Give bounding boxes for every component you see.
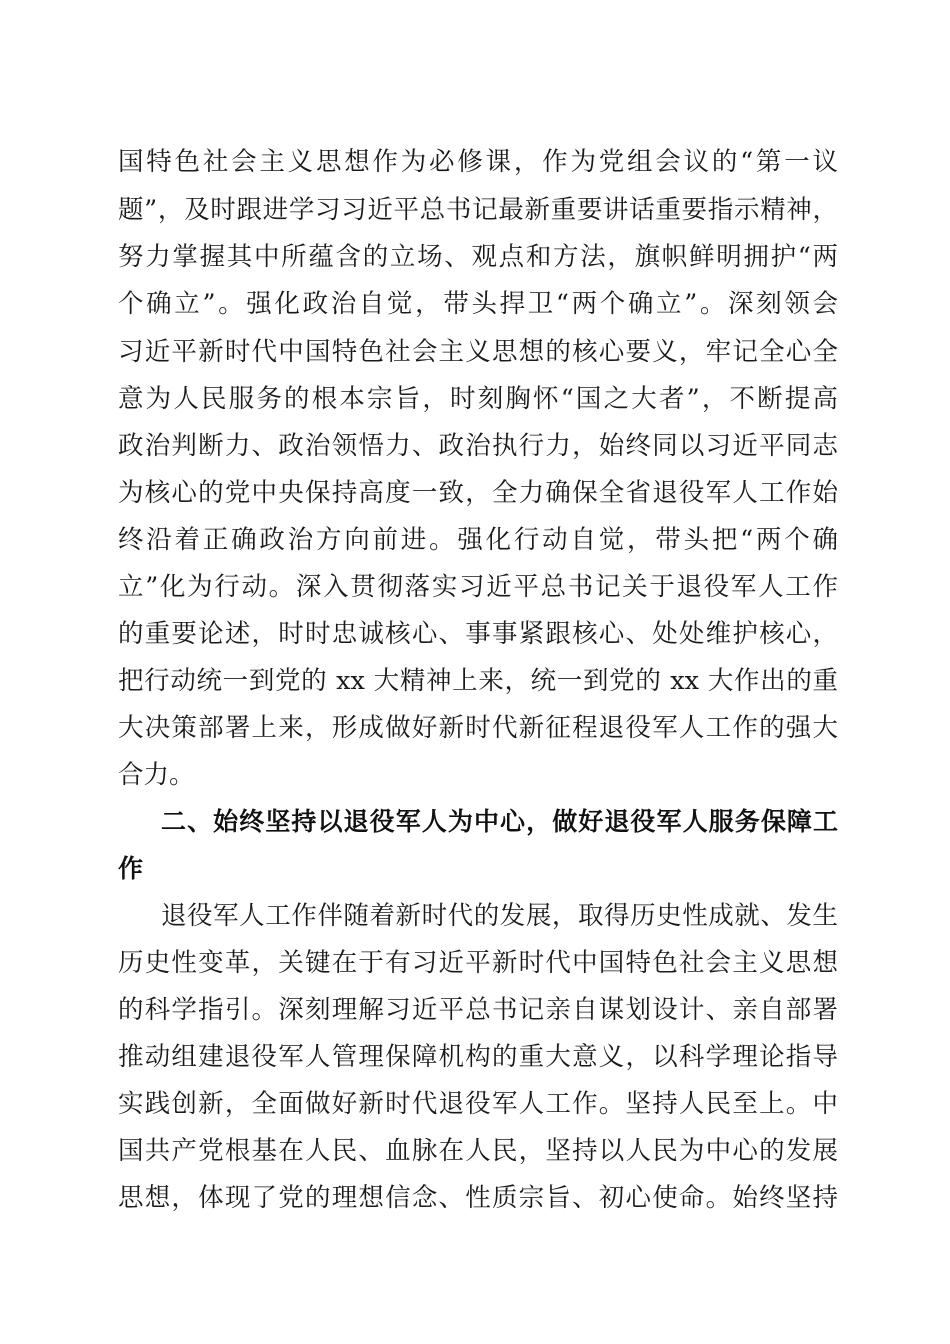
paragraph-line: 实践创新，全面做好新时代退役军人工作。坚持人民至上。中 xyxy=(118,1089,838,1119)
paragraph-line: 的科学指引。深刻理解习近平总书记亲自谋划设计、亲自部署 xyxy=(118,995,838,1025)
body-text-line: 合力。 xyxy=(118,760,195,790)
body-text-line: 为核心的党中央保持高度一致，全力确保全省退役军人工作始 xyxy=(118,478,838,508)
body-text-line: 把行动统一到党的 xx 大精神上来，统一到党的 xx 大作出的重 xyxy=(118,666,838,696)
body-text-line: 习近平新时代中国特色社会主义思想的核心要义，牢记全心全 xyxy=(118,337,838,367)
body-text-line: 终沿着正确政治方向前进。强化行动自觉，带头把“两个确 xyxy=(118,525,838,555)
body-text-line: 大决策部署上来，形成做好新时代新征程退役军人工作的强大 xyxy=(118,713,838,743)
body-text-line: 努力掌握其中所蕴含的立场、观点和方法，旗帜鲜明拥护“两 xyxy=(118,242,838,272)
body-text-line: 立”化为行动。深入贯彻落实习近平总书记关于退役军人工作 xyxy=(118,572,838,602)
body-text-line: 国特色社会主义思想作为必修课，作为党组会议的“第一议 xyxy=(118,147,838,177)
paragraph-line: 退役军人工作伴随着新时代的发展，取得历史性成就、发生 xyxy=(161,901,838,931)
body-text-line: 政治判断力、政治领悟力、政治执行力，始终同以习近平同志 xyxy=(118,431,838,461)
body-text-line: 题”，及时跟进学习习近平总书记最新重要讲话重要指示精神， xyxy=(118,195,838,225)
paragraph-line: 思想，体现了党的理想信念、性质宗旨、初心使命。始终坚持 xyxy=(118,1183,838,1213)
section-heading: 二、始终坚持以退役军人为中心，做好退役军人服务保障工 xyxy=(161,807,838,836)
paragraph-line: 推动组建退役军人管理保障机构的重大意义，以科学理论指导 xyxy=(118,1042,838,1072)
paragraph-line: 历史性变革，关键在于有习近平新时代中国特色社会主义思想 xyxy=(118,948,838,978)
body-text-line: 的重要论述，时时忠诚核心、事事紧跟核心、处处维护核心， xyxy=(118,619,838,649)
body-text-line: 个确立”。强化政治自觉，带头捍卫“两个确立”。深刻领会 xyxy=(118,289,838,319)
section-heading-continued: 作 xyxy=(118,854,144,883)
body-text-line: 意为人民服务的根本宗旨，时刻胸怀“国之大者”，不断提高 xyxy=(118,384,838,414)
paragraph-line: 国共产党根基在人民、血脉在人民，坚持以人民为中心的发展 xyxy=(118,1136,838,1166)
